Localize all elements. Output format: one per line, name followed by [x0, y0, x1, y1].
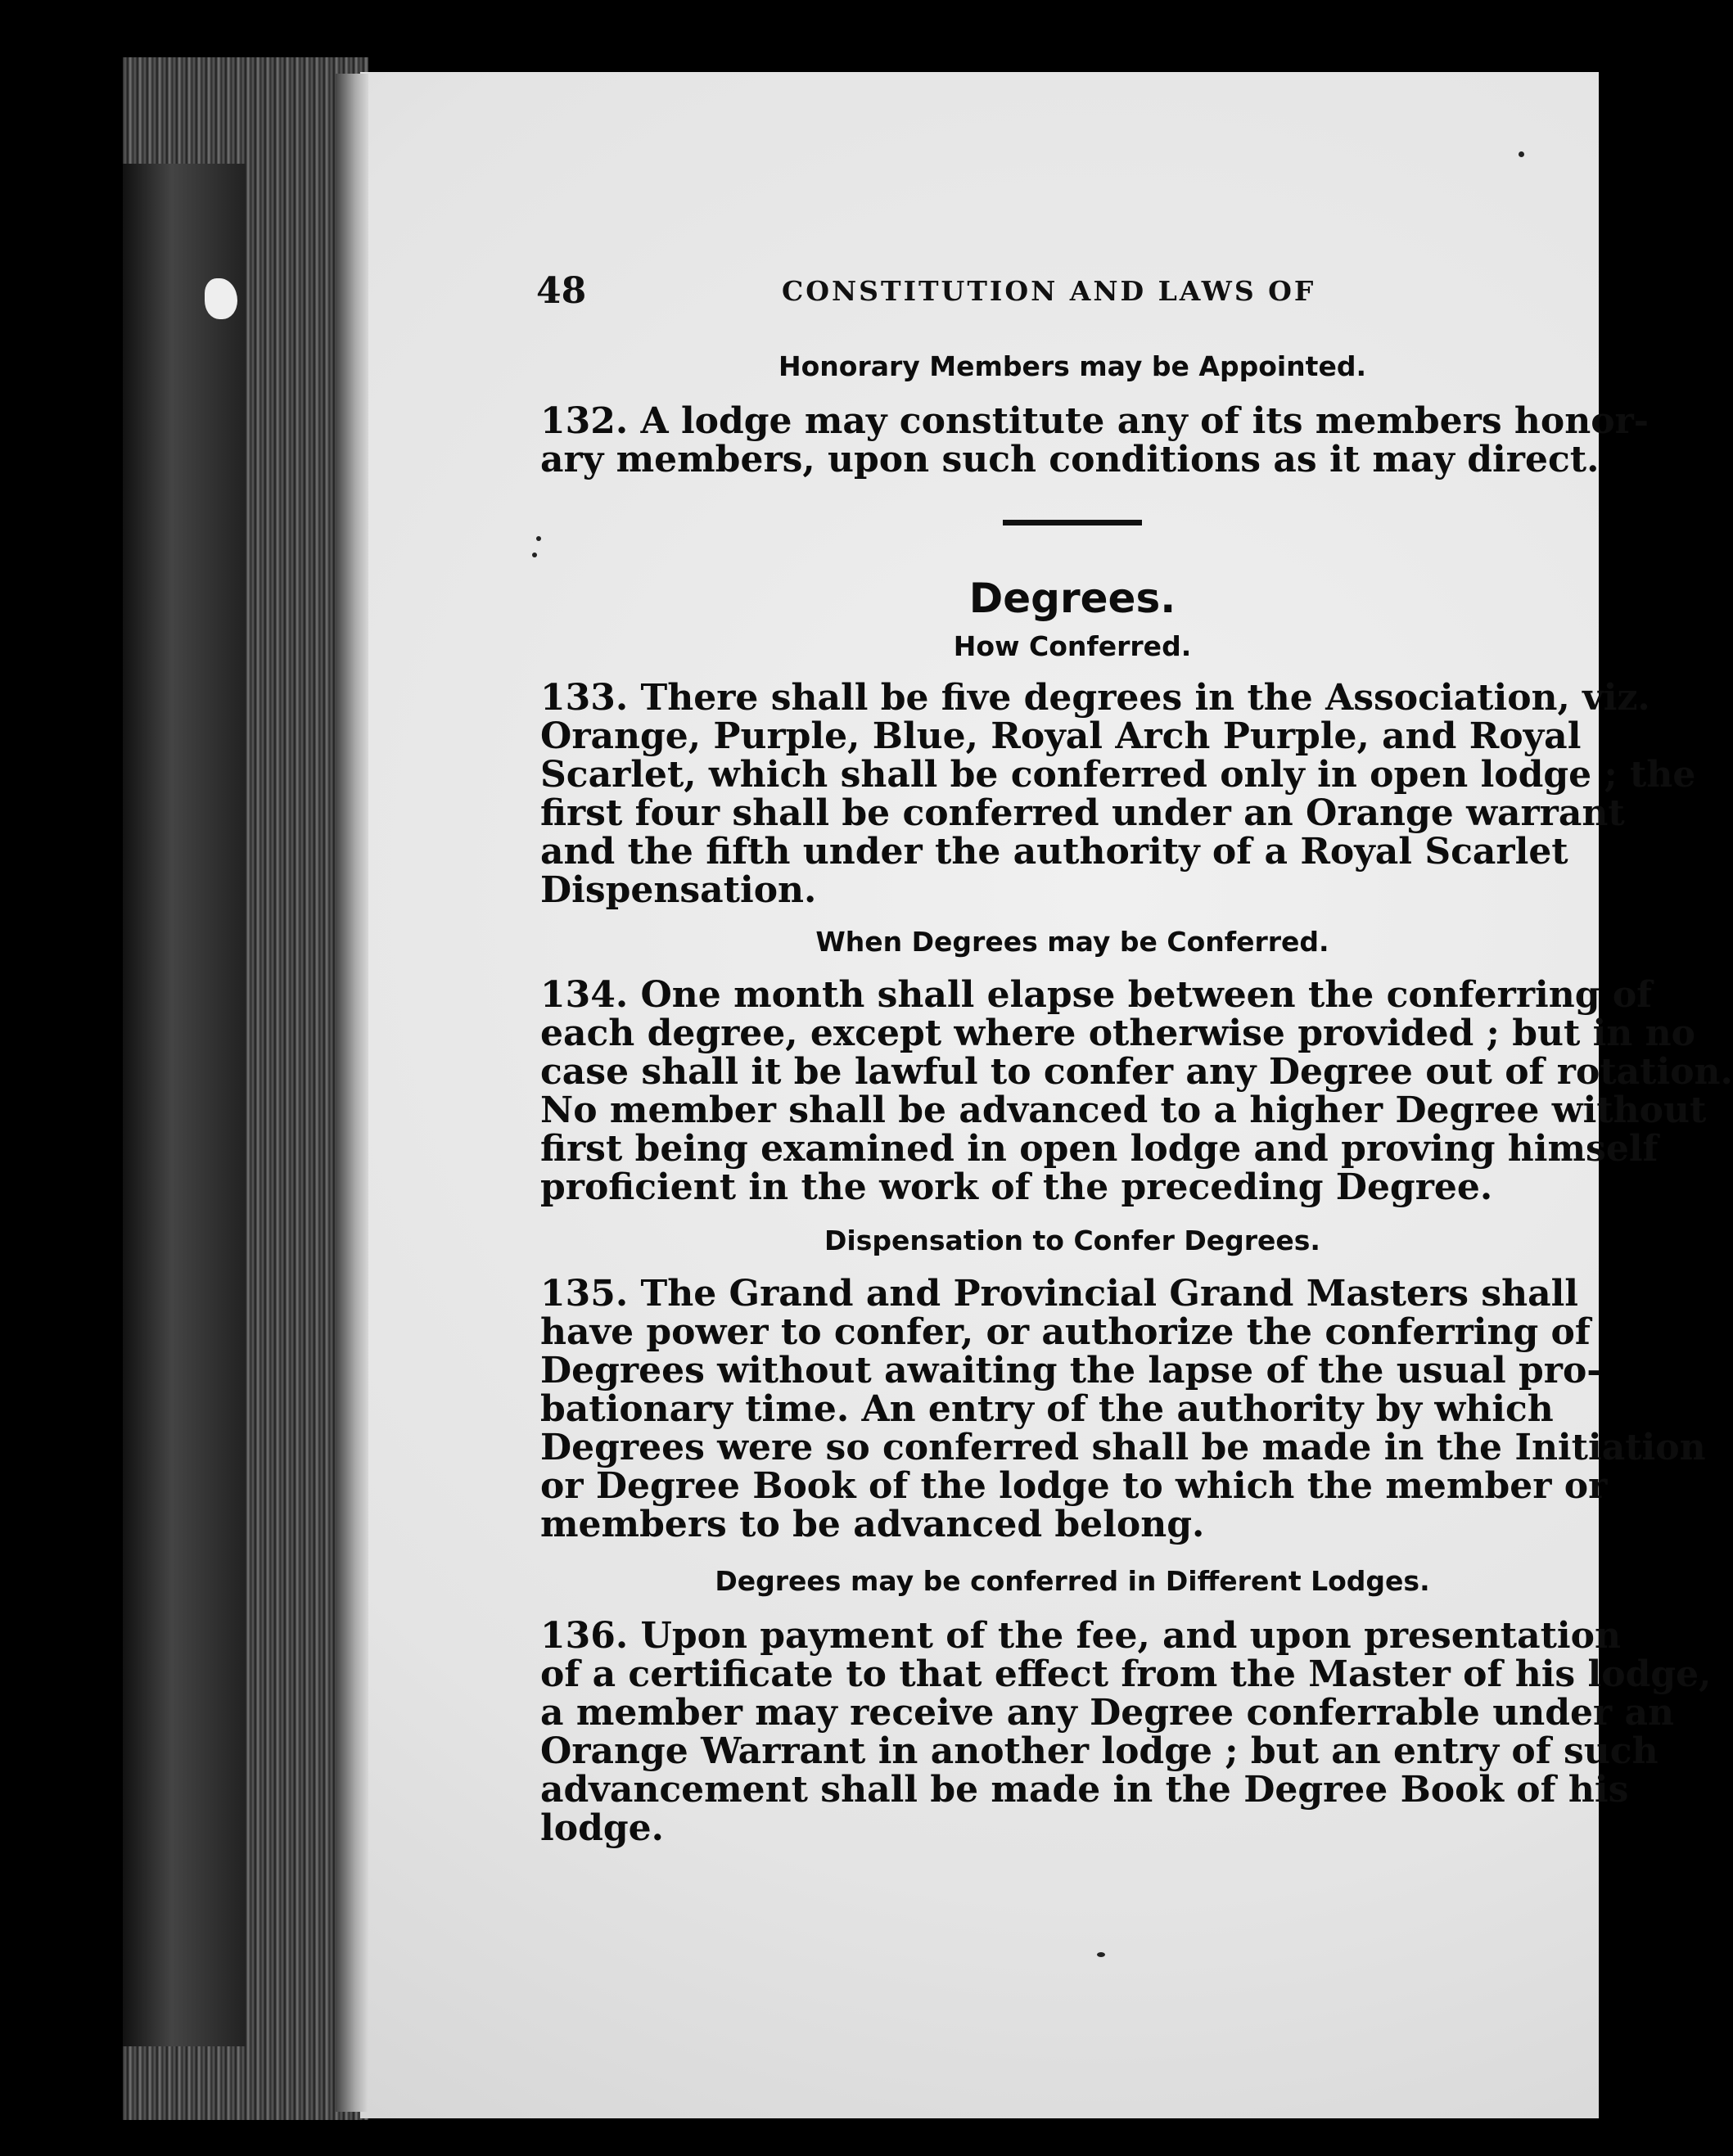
text-line: Orange, Purple, Blue, Royal Arch Purple, and Royal	[540, 715, 1582, 757]
text-line: 134. One month shall elapse between the conferring of	[540, 974, 1653, 1016]
ink-speck	[532, 553, 537, 557]
text-line: and the fifth under the authority of a Royal Scarlet	[540, 831, 1568, 873]
text-line: 136. Upon payment of the fee, and upon presentation	[540, 1615, 1621, 1657]
running-title: CONSTITUTION AND LAWS OF	[782, 275, 1316, 307]
text-line: of a certificate to that effect from the Master of his lodge,	[540, 1653, 1712, 1695]
text-line: Dispensation.	[540, 869, 817, 911]
paragraph-135	[540, 1273, 1706, 1545]
text-line: 135. The Grand and Provincial Grand Masters shall	[540, 1273, 1579, 1315]
page-gutter	[336, 74, 368, 2112]
scan-blemish	[205, 278, 237, 319]
text-line: case shall it be lawful to confer any Degree out of rotation.	[540, 1051, 1733, 1093]
text-line: proficient in the work of the preceding Degree.	[540, 1166, 1493, 1208]
section-heading-when: When Degrees may be Conferred.	[815, 926, 1329, 958]
text-line: first being examined in open lodge and proving himself	[540, 1128, 1659, 1170]
section-heading-different-lodges: Degrees may be conferred in Different Lodges.	[715, 1565, 1430, 1597]
paragraph-132	[540, 400, 1650, 480]
page-number: 48	[536, 270, 587, 312]
section-divider	[1003, 520, 1142, 525]
paragraph-134	[540, 974, 1733, 1208]
text-line: have power to confer, or authorize the conferring of	[540, 1311, 1591, 1353]
text-line: Degrees without awaiting the lapse of the usual pro-	[540, 1350, 1602, 1391]
running-head	[536, 270, 1599, 319]
section-heading-dispensation: Dispensation to Confer Degrees.	[824, 1225, 1320, 1256]
text-line: members to be advanced belong.	[540, 1504, 1205, 1545]
text-line: or Degree Book of the lodge to which the member or	[540, 1465, 1608, 1507]
text-line: advancement shall be made in the Degree Book of his	[540, 1769, 1629, 1811]
section-heading-how-conferred: How Conferred.	[953, 630, 1192, 662]
ink-speck	[536, 536, 541, 541]
text-line: 133. There shall be five degrees in the Association, viz.	[540, 677, 1650, 719]
section-heading-honorary: Honorary Members may be Appointed.	[778, 350, 1366, 382]
text-line: first four shall be conferred under an Orange warrant	[540, 792, 1625, 834]
text-line: Degrees were so conferred shall be made in the Initiation	[540, 1427, 1706, 1468]
book-edge-shadow	[123, 164, 246, 2046]
text-line: No member shall be advanced to a higher Degree without	[540, 1089, 1707, 1131]
text-line: ary members, upon such conditions as it may direct.	[540, 439, 1600, 480]
text-line: a member may receive any Degree conferrable under an	[540, 1692, 1674, 1734]
ink-speck	[1519, 151, 1524, 157]
text-line: lodge.	[540, 1807, 664, 1849]
ink-speck	[1097, 1952, 1105, 1957]
text-column	[540, 344, 1733, 1849]
text-line: bationary time. An entry of the authority by which	[540, 1388, 1554, 1430]
text-line: 132. A lodge may constitute any of its members honor-	[540, 400, 1650, 442]
text-line: each degree, except where otherwise provided ; but in no	[540, 1013, 1695, 1054]
paragraph-133	[540, 677, 1696, 911]
paragraph-136	[540, 1615, 1712, 1849]
chapter-title: Degrees.	[968, 575, 1176, 622]
text-line: Orange Warrant in another lodge ; but an entry of such	[540, 1730, 1659, 1772]
text-line: Scarlet, which shall be conferred only in open lodge ; the	[540, 754, 1696, 796]
